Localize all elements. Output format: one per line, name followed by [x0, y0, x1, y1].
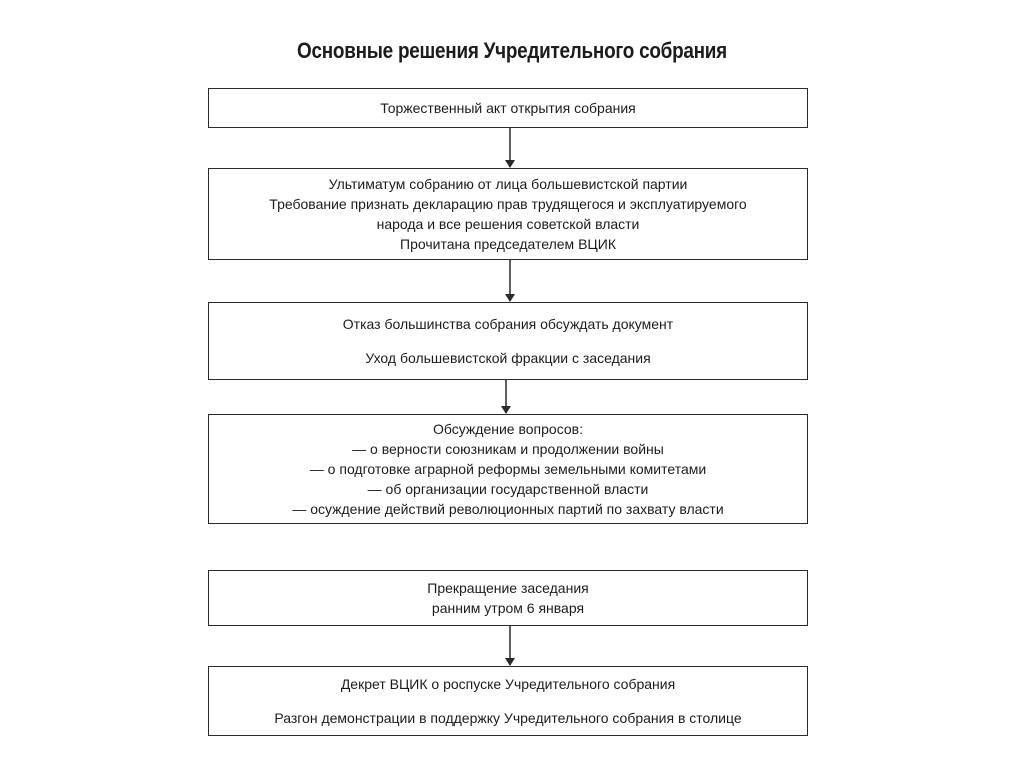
box-text-line: — о подготовке аграрной реформы земельными комитетами — [309, 461, 707, 477]
box-text-line: Разгон демонстрации в поддержку Учредительного собрания в столице — [274, 710, 742, 726]
box-text-line: Уход большевистской фракции с заседания — [365, 350, 651, 366]
box-discussion — [208, 414, 808, 524]
box-text-line: Ультиматум собранию от лица большевистской партии — [328, 176, 688, 192]
box-ultimatum — [208, 168, 808, 260]
box-text-line: Прекращение заседания — [427, 580, 589, 596]
diagram-title: Основные решения Учредительного собрания — [297, 38, 727, 63]
box-text-line: Отказ большинства собрания обсуждать документ — [342, 316, 674, 332]
box-text-line: Декрет ВЦИК о роспуске Учредительного собрания — [340, 676, 676, 692]
box-text-line: Требование признать декларацию прав трудящегося и эксплуатируемого — [269, 196, 747, 212]
box-text-line: — осуждение действий революционных партий по захвату власти — [292, 501, 724, 517]
box-text-line: Обсуждение вопросов: — [433, 421, 583, 437]
box-text-line: — об организации государственной власти — [367, 481, 649, 497]
box-session-end — [208, 570, 808, 626]
box-text-line: — о верности союзникам и продолжении войны — [352, 441, 664, 457]
box-text-line: Торжественный акт открытия собрания — [380, 100, 636, 116]
box-dissolution-decree — [208, 666, 808, 736]
box-refusal — [208, 302, 808, 380]
box-text-line: ранним утром 6 января — [431, 600, 585, 616]
box-text-line: Прочитана председателем ВЦИК — [400, 236, 616, 252]
box-opening-act — [208, 88, 808, 128]
box-text-line: народа и все решения советской власти — [376, 216, 640, 232]
